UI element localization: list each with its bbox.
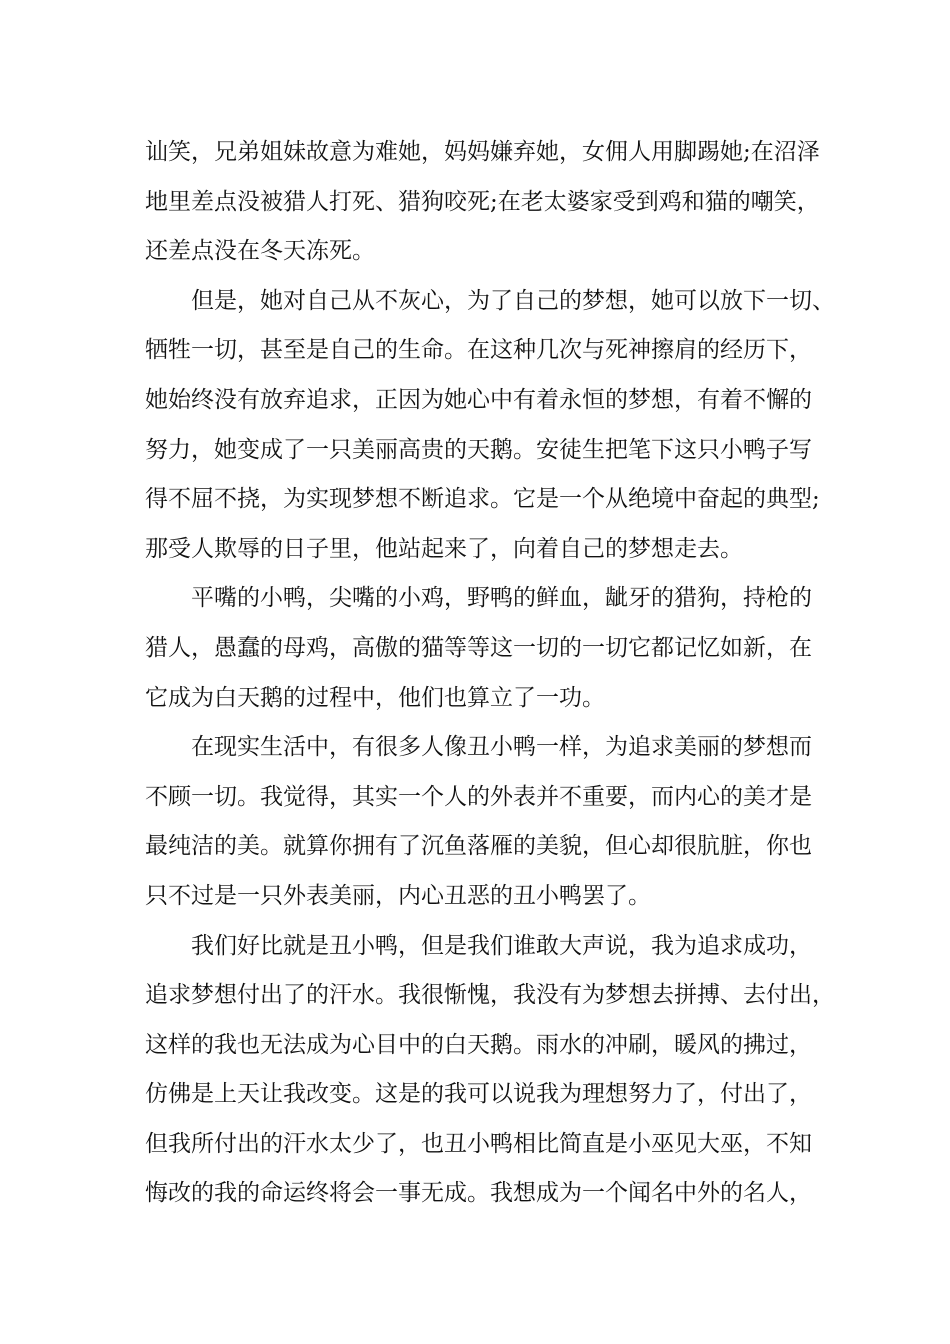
text-line: 得不屈不挠，为实现梦想不断追求。它是一个从绝境中奋起的典型; <box>145 486 820 513</box>
text-line: 猎人，愚蠢的母鸡，高傲的猫等等这一切的一切它都记忆如新，在 <box>145 634 812 661</box>
text-line: 这样的我也无法成为心目中的白天鹅。雨水的冲刷，暖风的拂过， <box>145 1031 812 1058</box>
text-line: 讪笑，兄弟姐妹故意为难她，妈妈嫌弃她，女佣人用脚踢她;在沼泽 <box>145 139 820 165</box>
text-line: 但我所付出的汗水太少了，也丑小鸭相比简直是小巫见大巫，不知 <box>145 1130 812 1157</box>
text-line: 我们好比就是丑小鸭，但是我们谁敢大声说，我为追求成功， <box>191 932 812 959</box>
text-line: 牺牲一切，甚至是自己的生命。在这种几次与死神擦肩的经历下， <box>145 337 812 364</box>
text-line: 它成为白天鹅的过程中，他们也算立了一功。 <box>145 684 605 711</box>
text-line: 在现实生活中，有很多人像丑小鸭一样，为追求美丽的梦想而 <box>191 734 812 761</box>
text-line: 仿佛是上天让我改变。这是的我可以说我为理想努力了，付出了， <box>145 1081 812 1108</box>
document-body <box>145 128 835 1219</box>
text-line: 那受人欺辱的日子里，他站起来了，向着自己的梦想走去。 <box>145 535 743 562</box>
text-line: 但是，她对自己从不灰心，为了自己的梦想，她可以放下一切、 <box>191 287 835 314</box>
text-line: 追求梦想付出了的汗水。我很惭愧，我没有为梦想去拼搏、去付出， <box>145 982 835 1009</box>
text-line: 地里差点没被猎人打死、猎狗咬死;在老太婆家受到鸡和猫的嘲笑， <box>145 188 820 215</box>
text-line: 她始终没有放弃追求，正因为她心中有着永恒的梦想，有着不懈的 <box>145 386 812 413</box>
text-line: 不顾一切。我觉得，其实一个人的外表并不重要，而内心的美才是 <box>145 783 812 810</box>
text-line: 最纯洁的美。就算你拥有了沉鱼落雁的美貌，但心却很肮脏，你也 <box>145 833 812 860</box>
text-line: 只不过是一只外表美丽，内心丑恶的丑小鸭罢了。 <box>145 882 651 909</box>
text-line: 努力，她变成了一只美丽高贵的天鹅。安徒生把笔下这只小鸭子写 <box>145 436 812 463</box>
text-line: 还差点没在冬天冻死。 <box>145 238 375 265</box>
text-line: 悔改的我的命运终将会一事无成。我想成为一个闻名中外的名人， <box>145 1180 812 1207</box>
text-line: 平嘴的小鸭，尖嘴的小鸡，野鸭的鲜血，龇牙的猎狗，持枪的 <box>191 585 812 612</box>
